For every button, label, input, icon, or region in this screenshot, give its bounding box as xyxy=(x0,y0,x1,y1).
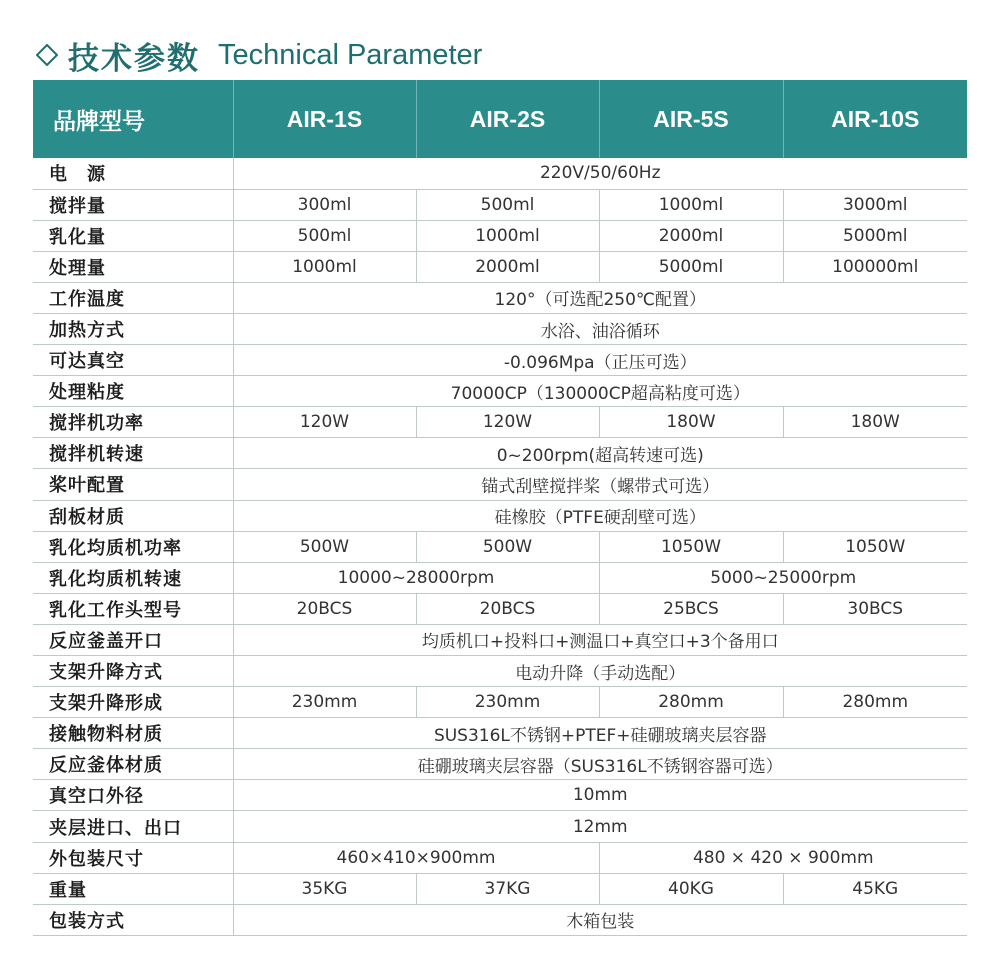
row-value: 硅橡胶（PTFE硬刮壁可选） xyxy=(233,500,967,531)
table-row xyxy=(33,189,967,220)
row-label: 桨叶配置 xyxy=(33,469,233,500)
table-row xyxy=(33,562,967,593)
table-row xyxy=(33,438,967,469)
row-value: 180W xyxy=(783,407,967,438)
row-value: 2000ml xyxy=(599,220,783,251)
row-value: 2000ml xyxy=(416,251,599,282)
row-value: 37KG xyxy=(416,873,599,904)
row-label: 外包装尺寸 xyxy=(33,842,233,873)
row-label: 处理量 xyxy=(33,251,233,282)
row-value: 180W xyxy=(599,407,783,438)
row-label: 搅拌量 xyxy=(33,189,233,220)
row-value: 1000ml xyxy=(416,220,599,251)
row-value: 25BCS xyxy=(599,593,783,624)
row-value: 10mm xyxy=(233,780,967,811)
row-label: 乳化均质机转速 xyxy=(33,562,233,593)
row-label: 乳化工作头型号 xyxy=(33,593,233,624)
row-label: 工作温度 xyxy=(33,282,233,313)
title-chinese: 技术参数 xyxy=(68,40,200,77)
row-label: 电 源 xyxy=(33,158,233,189)
table-row xyxy=(33,531,967,562)
table-row xyxy=(33,407,967,438)
row-value: SUS316L不锈钢+PTEF+硅硼玻璃夹层容器 xyxy=(233,718,967,749)
row-value: 3000ml xyxy=(783,189,967,220)
row-value: -0.096Mpa（正压可选） xyxy=(233,345,967,376)
row-value: 230mm xyxy=(233,687,416,718)
table-body xyxy=(33,158,967,935)
row-label: 重量 xyxy=(33,873,233,904)
row-value: 480 × 420 × 900mm xyxy=(599,842,967,873)
row-label: 反应釜盖开口 xyxy=(33,624,233,655)
row-value: 20BCS xyxy=(233,593,416,624)
model-header: AIR-5S xyxy=(599,80,783,158)
model-header: AIR-10S xyxy=(831,105,920,132)
row-value: 300ml xyxy=(233,189,416,220)
table-row xyxy=(33,842,967,873)
row-value: 280mm xyxy=(783,687,967,718)
row-label: 支架升降方式 xyxy=(33,656,233,687)
row-value: 1050W xyxy=(599,531,783,562)
row-value: 1000ml xyxy=(233,251,416,282)
row-value: 100000ml xyxy=(783,251,967,282)
table-row xyxy=(33,282,967,313)
model-header: AIR-1S xyxy=(233,80,416,158)
row-label: 真空口外径 xyxy=(33,780,233,811)
row-label: 可达真空 xyxy=(33,345,233,376)
row-value: 230mm xyxy=(416,687,599,718)
row-value: 20BCS xyxy=(416,593,599,624)
row-label: 乳化均质机功率 xyxy=(33,531,233,562)
row-label: 加热方式 xyxy=(33,313,233,344)
row-value: 均质机口+投料口+测温口+真空口+3个备用口 xyxy=(233,624,967,655)
table-row xyxy=(33,624,967,655)
row-value: 5000ml xyxy=(599,251,783,282)
title-english: Technical Parameter xyxy=(218,38,483,71)
table-row xyxy=(33,749,967,780)
row-label: 反应釜体材质 xyxy=(33,749,233,780)
row-value: 1000ml xyxy=(599,189,783,220)
table-row xyxy=(33,811,967,842)
row-value: 锚式刮壁搅拌桨（螺带式可选） xyxy=(233,469,967,500)
table-row xyxy=(33,593,967,624)
row-value: 45KG xyxy=(783,873,967,904)
row-label: 支架升降形成 xyxy=(33,687,233,718)
row-label: 乳化量 xyxy=(33,220,233,251)
table-row xyxy=(33,158,967,189)
table-row xyxy=(33,469,967,500)
row-value: 460×410×900mm xyxy=(233,842,599,873)
row-value: 10000~28000rpm xyxy=(233,562,599,593)
row-value: 40KG xyxy=(599,873,783,904)
row-value: 120°（可选配250℃配置） xyxy=(233,282,967,313)
row-value: 12mm xyxy=(233,811,967,842)
row-label: 夹层进口、出口 xyxy=(33,811,233,842)
row-value: 500ml xyxy=(416,189,599,220)
row-value: 0~200rpm(超高转速可选) xyxy=(233,438,967,469)
row-value: 35KG xyxy=(233,873,416,904)
row-value: 5000ml xyxy=(783,220,967,251)
table-row xyxy=(33,376,967,407)
table-row xyxy=(33,220,967,251)
model-header: AIR-2S xyxy=(416,80,599,158)
row-value: 1050W xyxy=(783,531,967,562)
row-value: 5000~25000rpm xyxy=(599,562,967,593)
row-value: 120W xyxy=(416,407,599,438)
row-value: 木箱包装 xyxy=(233,904,967,935)
row-label: 搅拌机转速 xyxy=(33,438,233,469)
parameter-table xyxy=(33,80,967,936)
row-value: 70000CP（130000CP超高粘度可选） xyxy=(233,376,967,407)
row-label: 刮板材质 xyxy=(33,500,233,531)
row-label: 搅拌机功率 xyxy=(33,407,233,438)
table-row xyxy=(33,656,967,687)
table-row xyxy=(33,780,967,811)
row-value: 硅硼玻璃夹层容器（SUS316L不锈钢容器可选） xyxy=(233,749,967,780)
row-value: 500ml xyxy=(233,220,416,251)
table-row xyxy=(33,345,967,376)
table-row xyxy=(33,251,967,282)
row-label: 包装方式 xyxy=(33,904,233,935)
table-row xyxy=(33,904,967,935)
diamond-icon xyxy=(36,44,58,66)
table-row xyxy=(33,687,967,718)
header-row xyxy=(33,80,967,158)
row-value: 120W xyxy=(233,407,416,438)
row-label: 接触物料材质 xyxy=(33,718,233,749)
row-value: 500W xyxy=(416,531,599,562)
row-value: 水浴、油浴循环 xyxy=(233,313,967,344)
table-row xyxy=(33,313,967,344)
row-value: 220V/50/60Hz xyxy=(233,158,967,189)
row-value: 280mm xyxy=(599,687,783,718)
row-label: 处理粘度 xyxy=(33,376,233,407)
table-row xyxy=(33,873,967,904)
table-row xyxy=(33,500,967,531)
row-value: 30BCS xyxy=(783,593,967,624)
table-row xyxy=(33,718,967,749)
row-value: 500W xyxy=(233,531,416,562)
page-title xyxy=(36,32,482,78)
header-label: 品牌型号 xyxy=(33,80,233,158)
row-value: 电动升降（手动选配） xyxy=(233,656,967,687)
